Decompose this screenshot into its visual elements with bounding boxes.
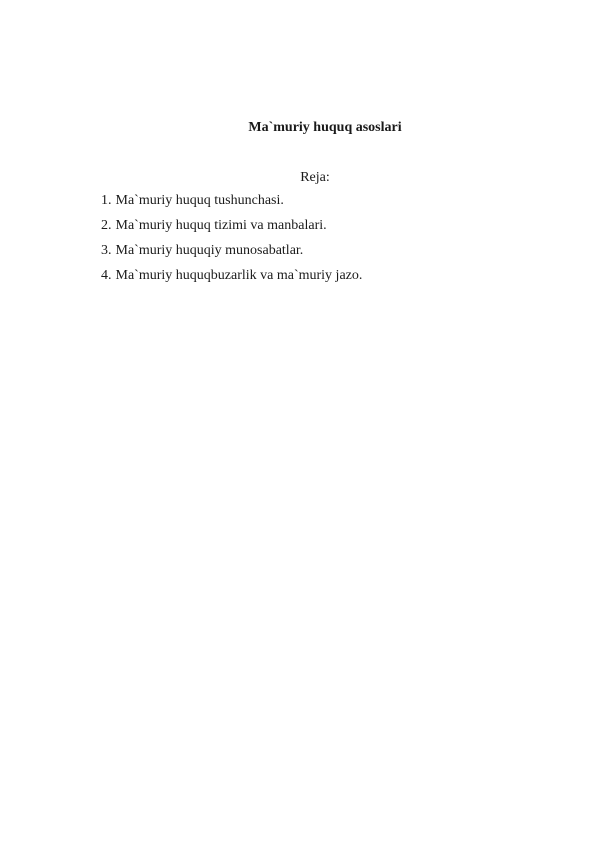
plan-item-text: Ma`muriy huquqbuzarlik va ma`muriy jazo. bbox=[115, 268, 363, 283]
plan-item bbox=[101, 242, 362, 267]
plan-heading: Reja: bbox=[300, 170, 330, 185]
plan-list bbox=[101, 192, 362, 292]
plan-item-number: 2. bbox=[101, 218, 112, 233]
plan-item-number: 4. bbox=[101, 268, 112, 283]
plan-item-text: Ma`muriy huquqiy munosabatlar. bbox=[115, 243, 304, 258]
plan-item-number: 1. bbox=[101, 193, 112, 208]
plan-item bbox=[101, 217, 362, 242]
plan-item bbox=[101, 267, 362, 292]
document-title: Ma`muriy huquq asoslari bbox=[248, 120, 402, 135]
plan-item-number: 3. bbox=[101, 243, 112, 258]
plan-item-text: Ma`muriy huquq tizimi va manbalari. bbox=[115, 218, 327, 233]
plan-item bbox=[101, 192, 362, 217]
plan-item-text: Ma`muriy huquq tushunchasi. bbox=[115, 193, 284, 208]
